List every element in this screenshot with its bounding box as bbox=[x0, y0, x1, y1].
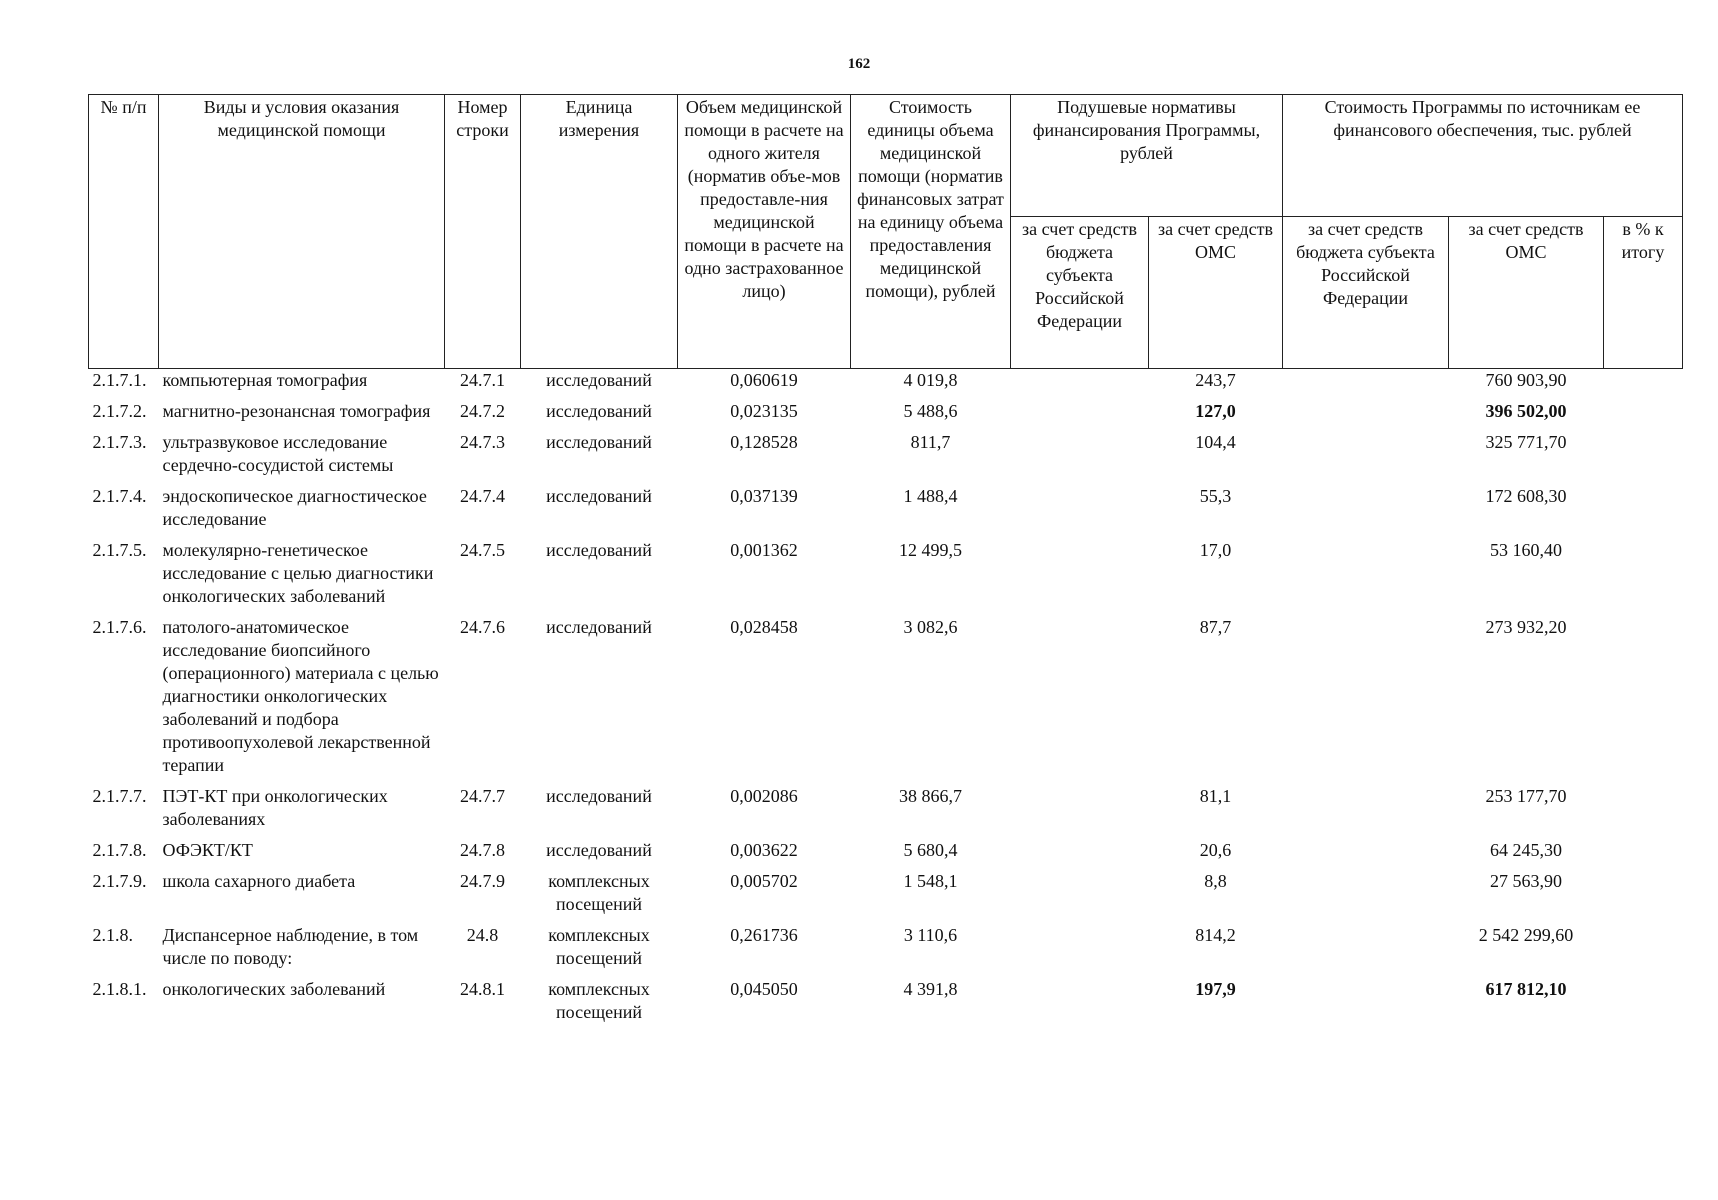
row-name: эндоскопическое диагностическое исследование bbox=[162, 486, 427, 529]
table-row bbox=[89, 400, 1683, 431]
row-program-budget bbox=[1283, 924, 1449, 978]
row-unit: исследований bbox=[546, 540, 652, 560]
row-cost: 4 391,8 bbox=[903, 979, 958, 999]
row-program-budget bbox=[1283, 870, 1449, 924]
row-num: 2.1.8.1. bbox=[92, 979, 147, 999]
row-code: 24.7.5 bbox=[460, 540, 505, 560]
row-per-capita-oms: 243,7 bbox=[1195, 370, 1236, 390]
row-num: 2.1.7.7. bbox=[92, 786, 147, 806]
row-code: 24.8 bbox=[466, 925, 499, 945]
row-code: 24.7.7 bbox=[460, 786, 505, 806]
row-per-capita-oms: 127,0 bbox=[1195, 401, 1236, 421]
row-cost: 4 019,8 bbox=[903, 370, 958, 390]
row-unit: комплексных посещений bbox=[548, 925, 650, 968]
header-per-capita-budget: за счет средств бюджета субъекта Российской Федерации bbox=[1011, 217, 1149, 369]
row-num: 2.1.7.5. bbox=[92, 540, 147, 560]
row-name: ПЭТ-КТ при онкологических заболеваниях bbox=[162, 786, 388, 829]
row-program-percent bbox=[1604, 369, 1683, 401]
row-per-capita-budget bbox=[1011, 978, 1149, 1032]
row-program-percent bbox=[1604, 485, 1683, 539]
row-per-capita-budget bbox=[1011, 839, 1149, 870]
row-program-budget bbox=[1283, 616, 1449, 785]
row-name: магнитно-резонансная томография bbox=[162, 401, 431, 421]
row-cost: 5 488,6 bbox=[903, 401, 958, 421]
row-name: молекулярно-генетическое исследование с целью диагностики онкологических заболеваний bbox=[162, 540, 434, 606]
row-cost: 3 110,6 bbox=[903, 925, 958, 945]
row-volume: 0,002086 bbox=[730, 786, 798, 806]
header-row: Номер строки bbox=[445, 95, 521, 369]
header-program-budget: за счет средств бюджета субъекта Российской Федерации bbox=[1283, 217, 1449, 369]
header-per-capita-oms: за счет средств ОМС bbox=[1149, 217, 1283, 369]
row-volume: 0,005702 bbox=[730, 871, 798, 891]
row-code: 24.7.1 bbox=[460, 370, 505, 390]
row-volume: 0,045050 bbox=[730, 979, 798, 999]
row-per-capita-budget bbox=[1011, 785, 1149, 839]
row-name: Диспансерное наблюдение, в том числе по поводу: bbox=[162, 925, 419, 968]
row-program-percent bbox=[1604, 924, 1683, 978]
program-cost-table bbox=[88, 94, 1683, 1032]
row-program-oms: 53 160,40 bbox=[1490, 540, 1562, 560]
row-per-capita-oms: 55,3 bbox=[1199, 486, 1232, 506]
table-row bbox=[89, 839, 1683, 870]
row-name: ультразвуковое исследование сердечно-сосудистой системы bbox=[162, 432, 394, 475]
row-program-oms: 325 771,70 bbox=[1485, 432, 1567, 452]
row-volume: 0,028458 bbox=[730, 617, 798, 637]
row-per-capita-oms: 104,4 bbox=[1195, 432, 1236, 452]
row-code: 24.7.2 bbox=[460, 401, 505, 421]
row-code: 24.7.4 bbox=[460, 486, 505, 506]
row-program-budget bbox=[1283, 400, 1449, 431]
row-unit: исследований bbox=[546, 786, 652, 806]
row-program-budget bbox=[1283, 369, 1449, 401]
row-program-percent bbox=[1604, 616, 1683, 785]
header-program-oms: за счет средств ОМС bbox=[1449, 217, 1604, 369]
row-program-budget bbox=[1283, 539, 1449, 616]
header-kind: Виды и условия оказания медицинской помощи bbox=[159, 95, 445, 369]
row-program-budget bbox=[1283, 485, 1449, 539]
row-per-capita-oms: 197,9 bbox=[1195, 979, 1236, 999]
row-per-capita-budget bbox=[1011, 539, 1149, 616]
row-code: 24.7.6 bbox=[460, 617, 505, 637]
row-num: 2.1.7.2. bbox=[92, 401, 147, 421]
table-body bbox=[89, 369, 1683, 1033]
table-row bbox=[89, 485, 1683, 539]
table-row bbox=[89, 924, 1683, 978]
row-cost: 811,7 bbox=[910, 432, 951, 452]
row-program-oms: 2 542 299,60 bbox=[1478, 925, 1574, 945]
header-unit: Единица измерения bbox=[521, 95, 678, 369]
row-name: патолого-анатомическое исследование биопсийного (операционного) материала с целью диагностики онкологических заболеваний и подбора противоопухолевой лекарственной терапии bbox=[162, 617, 439, 775]
row-unit: исследований bbox=[546, 617, 652, 637]
row-volume: 0,128528 bbox=[730, 432, 798, 452]
row-per-capita-oms: 81,1 bbox=[1199, 786, 1232, 806]
row-unit: исследований bbox=[546, 840, 652, 860]
row-cost: 3 082,6 bbox=[903, 617, 958, 637]
row-program-oms: 27 563,90 bbox=[1490, 871, 1562, 891]
row-program-oms: 64 245,30 bbox=[1490, 840, 1562, 860]
row-num: 2.1.7.1. bbox=[92, 370, 147, 390]
row-volume: 0,023135 bbox=[730, 401, 798, 421]
row-program-oms: 396 502,00 bbox=[1485, 401, 1567, 421]
row-program-percent bbox=[1604, 539, 1683, 616]
row-volume: 0,037139 bbox=[730, 486, 798, 506]
row-num: 2.1.7.6. bbox=[92, 617, 147, 637]
table-row bbox=[89, 616, 1683, 785]
row-name: компьютерная томография bbox=[162, 370, 368, 390]
row-program-percent bbox=[1604, 839, 1683, 870]
row-num: 2.1.7.8. bbox=[92, 840, 147, 860]
row-num: 2.1.7.3. bbox=[92, 432, 147, 452]
row-num: 2.1.7.4. bbox=[92, 486, 147, 506]
row-unit: исследований bbox=[546, 432, 652, 452]
row-num: 2.1.7.9. bbox=[92, 871, 147, 891]
row-program-budget bbox=[1283, 839, 1449, 870]
row-name: онкологических заболеваний bbox=[162, 979, 386, 999]
header-cost: Стоимость единицы объема медицинской помощи (норматив финансовых затрат на единицу объема предоставления медицинской помощи), рублей bbox=[851, 95, 1011, 369]
row-program-percent bbox=[1604, 431, 1683, 485]
row-program-budget bbox=[1283, 978, 1449, 1032]
row-program-budget bbox=[1283, 431, 1449, 485]
row-name: ОФЭКТ/КТ bbox=[162, 840, 253, 860]
row-volume: 0,060619 bbox=[730, 370, 798, 390]
table-row bbox=[89, 978, 1683, 1032]
row-cost: 1 488,4 bbox=[903, 486, 958, 506]
row-per-capita-budget bbox=[1011, 924, 1149, 978]
row-name: школа сахарного диабета bbox=[162, 871, 356, 891]
row-unit: исследований bbox=[546, 401, 652, 421]
table-row bbox=[89, 369, 1683, 401]
row-cost: 12 499,5 bbox=[899, 540, 962, 560]
row-volume: 0,001362 bbox=[730, 540, 798, 560]
row-unit: исследований bbox=[546, 486, 652, 506]
row-volume: 0,261736 bbox=[730, 925, 798, 945]
row-per-capita-oms: 20,6 bbox=[1199, 840, 1232, 860]
row-per-capita-budget bbox=[1011, 870, 1149, 924]
table-row bbox=[89, 870, 1683, 924]
row-code: 24.7.3 bbox=[460, 432, 505, 452]
row-code: 24.7.8 bbox=[460, 840, 505, 860]
row-program-budget bbox=[1283, 785, 1449, 839]
table-header bbox=[89, 95, 1683, 369]
row-per-capita-budget bbox=[1011, 616, 1149, 785]
row-unit: комплексных посещений bbox=[548, 871, 650, 914]
row-program-percent bbox=[1604, 400, 1683, 431]
row-cost: 1 548,1 bbox=[903, 871, 958, 891]
row-code: 24.8.1 bbox=[460, 979, 505, 999]
row-per-capita-budget bbox=[1011, 485, 1149, 539]
row-code: 24.7.9 bbox=[460, 871, 505, 891]
row-unit: исследований bbox=[546, 370, 652, 390]
row-program-oms: 253 177,70 bbox=[1485, 786, 1567, 806]
row-per-capita-budget bbox=[1011, 431, 1149, 485]
row-unit: комплексных посещений bbox=[548, 979, 650, 1022]
row-program-oms: 617 812,10 bbox=[1485, 979, 1567, 999]
table-row bbox=[89, 539, 1683, 616]
table-row bbox=[89, 431, 1683, 485]
row-per-capita-oms: 17,0 bbox=[1199, 540, 1232, 560]
row-per-capita-oms: 8,8 bbox=[1204, 871, 1227, 891]
row-program-oms: 760 903,90 bbox=[1485, 370, 1567, 390]
row-volume: 0,003622 bbox=[730, 840, 798, 860]
header-program-cost: Стоимость Программы по источникам ее финансового обеспечения, тыс. рублей bbox=[1283, 95, 1683, 217]
row-per-capita-oms: 814,2 bbox=[1195, 925, 1236, 945]
header-per-capita: Подушевые нормативы финансирования Программы, рублей bbox=[1011, 95, 1283, 217]
row-per-capita-oms: 87,7 bbox=[1199, 617, 1232, 637]
header-program-percent: в % к итогу bbox=[1604, 217, 1683, 369]
row-program-percent bbox=[1604, 785, 1683, 839]
row-per-capita-budget bbox=[1011, 400, 1149, 431]
row-program-oms: 273 932,20 bbox=[1485, 617, 1567, 637]
header-volume: Объем медицинской помощи в расчете на одного жителя (норматив объе-мов предоставле-ния медицинской помощи в расчете на одно застрахованное лицо) bbox=[678, 95, 851, 369]
row-per-capita-budget bbox=[1011, 369, 1149, 401]
row-cost: 38 866,7 bbox=[899, 786, 962, 806]
table-row bbox=[89, 785, 1683, 839]
row-program-oms: 172 608,30 bbox=[1485, 486, 1567, 506]
row-cost: 5 680,4 bbox=[903, 840, 958, 860]
page-number: 162 bbox=[847, 56, 871, 72]
row-program-percent bbox=[1604, 978, 1683, 1032]
header-num: № п/п bbox=[89, 95, 159, 369]
row-num: 2.1.8. bbox=[92, 925, 133, 945]
row-program-percent bbox=[1604, 870, 1683, 924]
